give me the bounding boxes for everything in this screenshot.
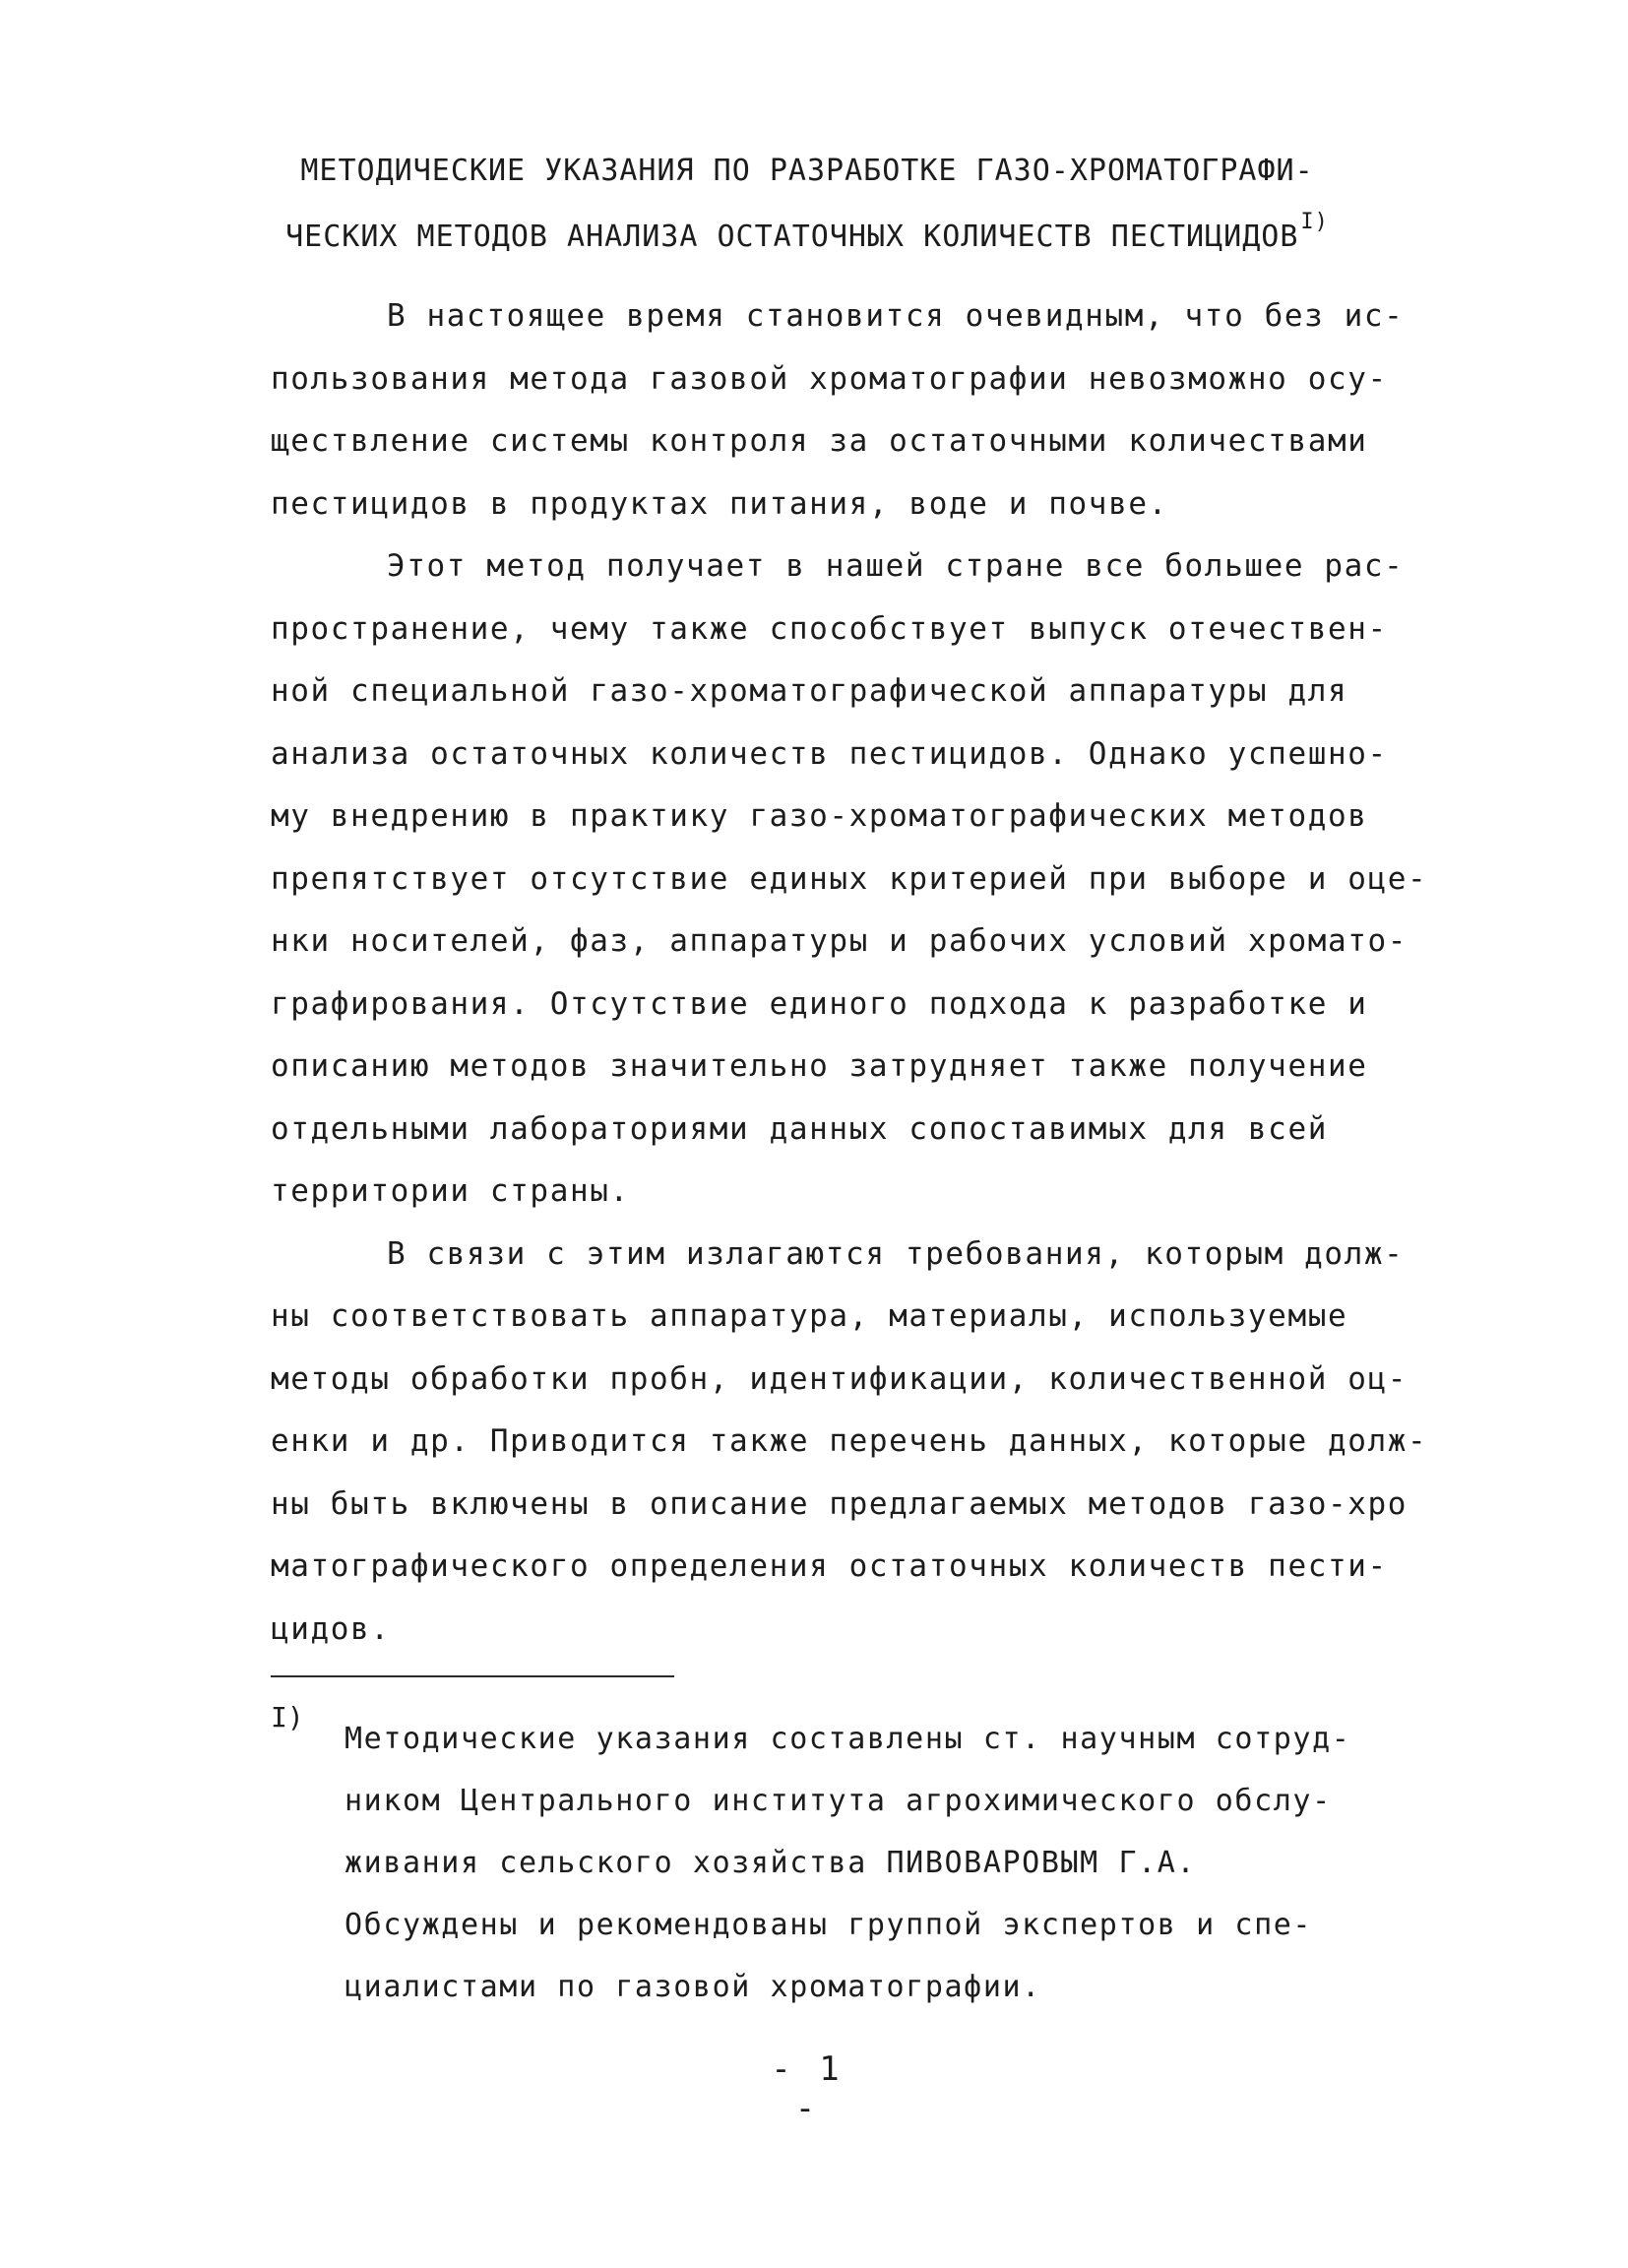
paragraph-line: анализа остаточных количеств пестицидов. Однако успешно- — [271, 735, 1388, 772]
paragraph-line: описанию методов значительно затрудняет также получение — [271, 1048, 1368, 1084]
paragraph-line: цидов. — [271, 1610, 391, 1647]
paragraph-line: Этот метод получает в нашей стране все большее рас- — [387, 548, 1405, 584]
footnote-line: циалистами по газовой хроматографии. — [344, 1970, 1041, 2004]
body-text — [271, 285, 1428, 1661]
title-line-2 — [226, 197, 1388, 263]
footnote-line: ником Центрального института агрохимического обслу- — [344, 1784, 1332, 1818]
paragraph-line: территории страны. — [271, 1173, 630, 1209]
footnote-line: Обсуждены и рекомендованы группой экспертов и спе- — [344, 1908, 1313, 1942]
paragraph-line: В настоящее время становится очевидным, что без ис- — [387, 298, 1405, 334]
paragraph-line: графирования. Отсутствие единого подхода к разработке и — [271, 985, 1368, 1022]
paragraph-line: нки носителей, фаз, аппаратуры и рабочих условий хромато- — [271, 923, 1409, 959]
paragraph-line: препятствует отсутствие единых критерией при выборе и оце- — [271, 860, 1428, 897]
title-footnote-reference: I) — [1300, 210, 1329, 234]
title-line-1: МЕТОДИЧЕСКИЕ УКАЗАНИЯ ПО РАЗРАБОТКЕ ГАЗО-ХРОМАТОГРАФИ- — [300, 154, 1314, 188]
title-line-2-text: ЧЕСКИХ МЕТОДОВ АНАЛИЗА ОСТАТОЧНЫХ КОЛИЧЕСТВ ПЕСТИЦИДОВ — [285, 220, 1299, 254]
footnote-line: живания сельского хозяйства ПИВОВАРОВЫМ Г.А. — [344, 1846, 1197, 1880]
paragraph-line: енки и др. Приводится также перечень данных, которые долж- — [271, 1423, 1428, 1459]
footnote-marker: I) — [271, 1701, 304, 1733]
page-number: - 1 - — [771, 2049, 844, 2128]
paragraph-line: матографического определения остаточных количеств пести- — [271, 1548, 1388, 1584]
paragraph-line: ны соответствовать аппаратура, материалы, используемые — [271, 1298, 1348, 1334]
paragraph-line: пространение, чему также способствует выпуск отечествен- — [271, 610, 1388, 647]
document-title — [226, 146, 1388, 263]
footnote — [344, 1708, 1388, 2018]
paragraph-line: отдельными лабораториями данных сопоставимых для всей — [271, 1110, 1328, 1147]
paragraph-line: му внедрению в практику газо-хроматографических методов — [271, 798, 1368, 834]
paragraph-line: пестицидов в продуктах питания, воде и почве. — [271, 485, 1168, 522]
paragraph-line: методы обработки пробн, идентификации, количественной оц- — [271, 1360, 1409, 1397]
footnote-divider — [271, 1675, 674, 1677]
paragraph-line: В связи с этим излагаются требования, которым долж- — [387, 1235, 1405, 1272]
paragraph-line: ной специальной газо-хроматографической аппаратуры для — [271, 673, 1348, 709]
paragraph-3 — [271, 1224, 1428, 1662]
paragraph-line: ны быть включены в описание предлагаемых методов газо-хро — [271, 1485, 1409, 1522]
paragraph-2 — [271, 536, 1428, 1224]
footnote-line: Методические указания составлены ст. научным сотруд- — [344, 1722, 1351, 1756]
paragraph-line: пользования метода газовой хроматографии невозможно осу- — [271, 360, 1388, 397]
paragraph-line: ществление системы контроля за остаточными количествами — [271, 423, 1368, 459]
paragraph-1 — [271, 285, 1405, 536]
